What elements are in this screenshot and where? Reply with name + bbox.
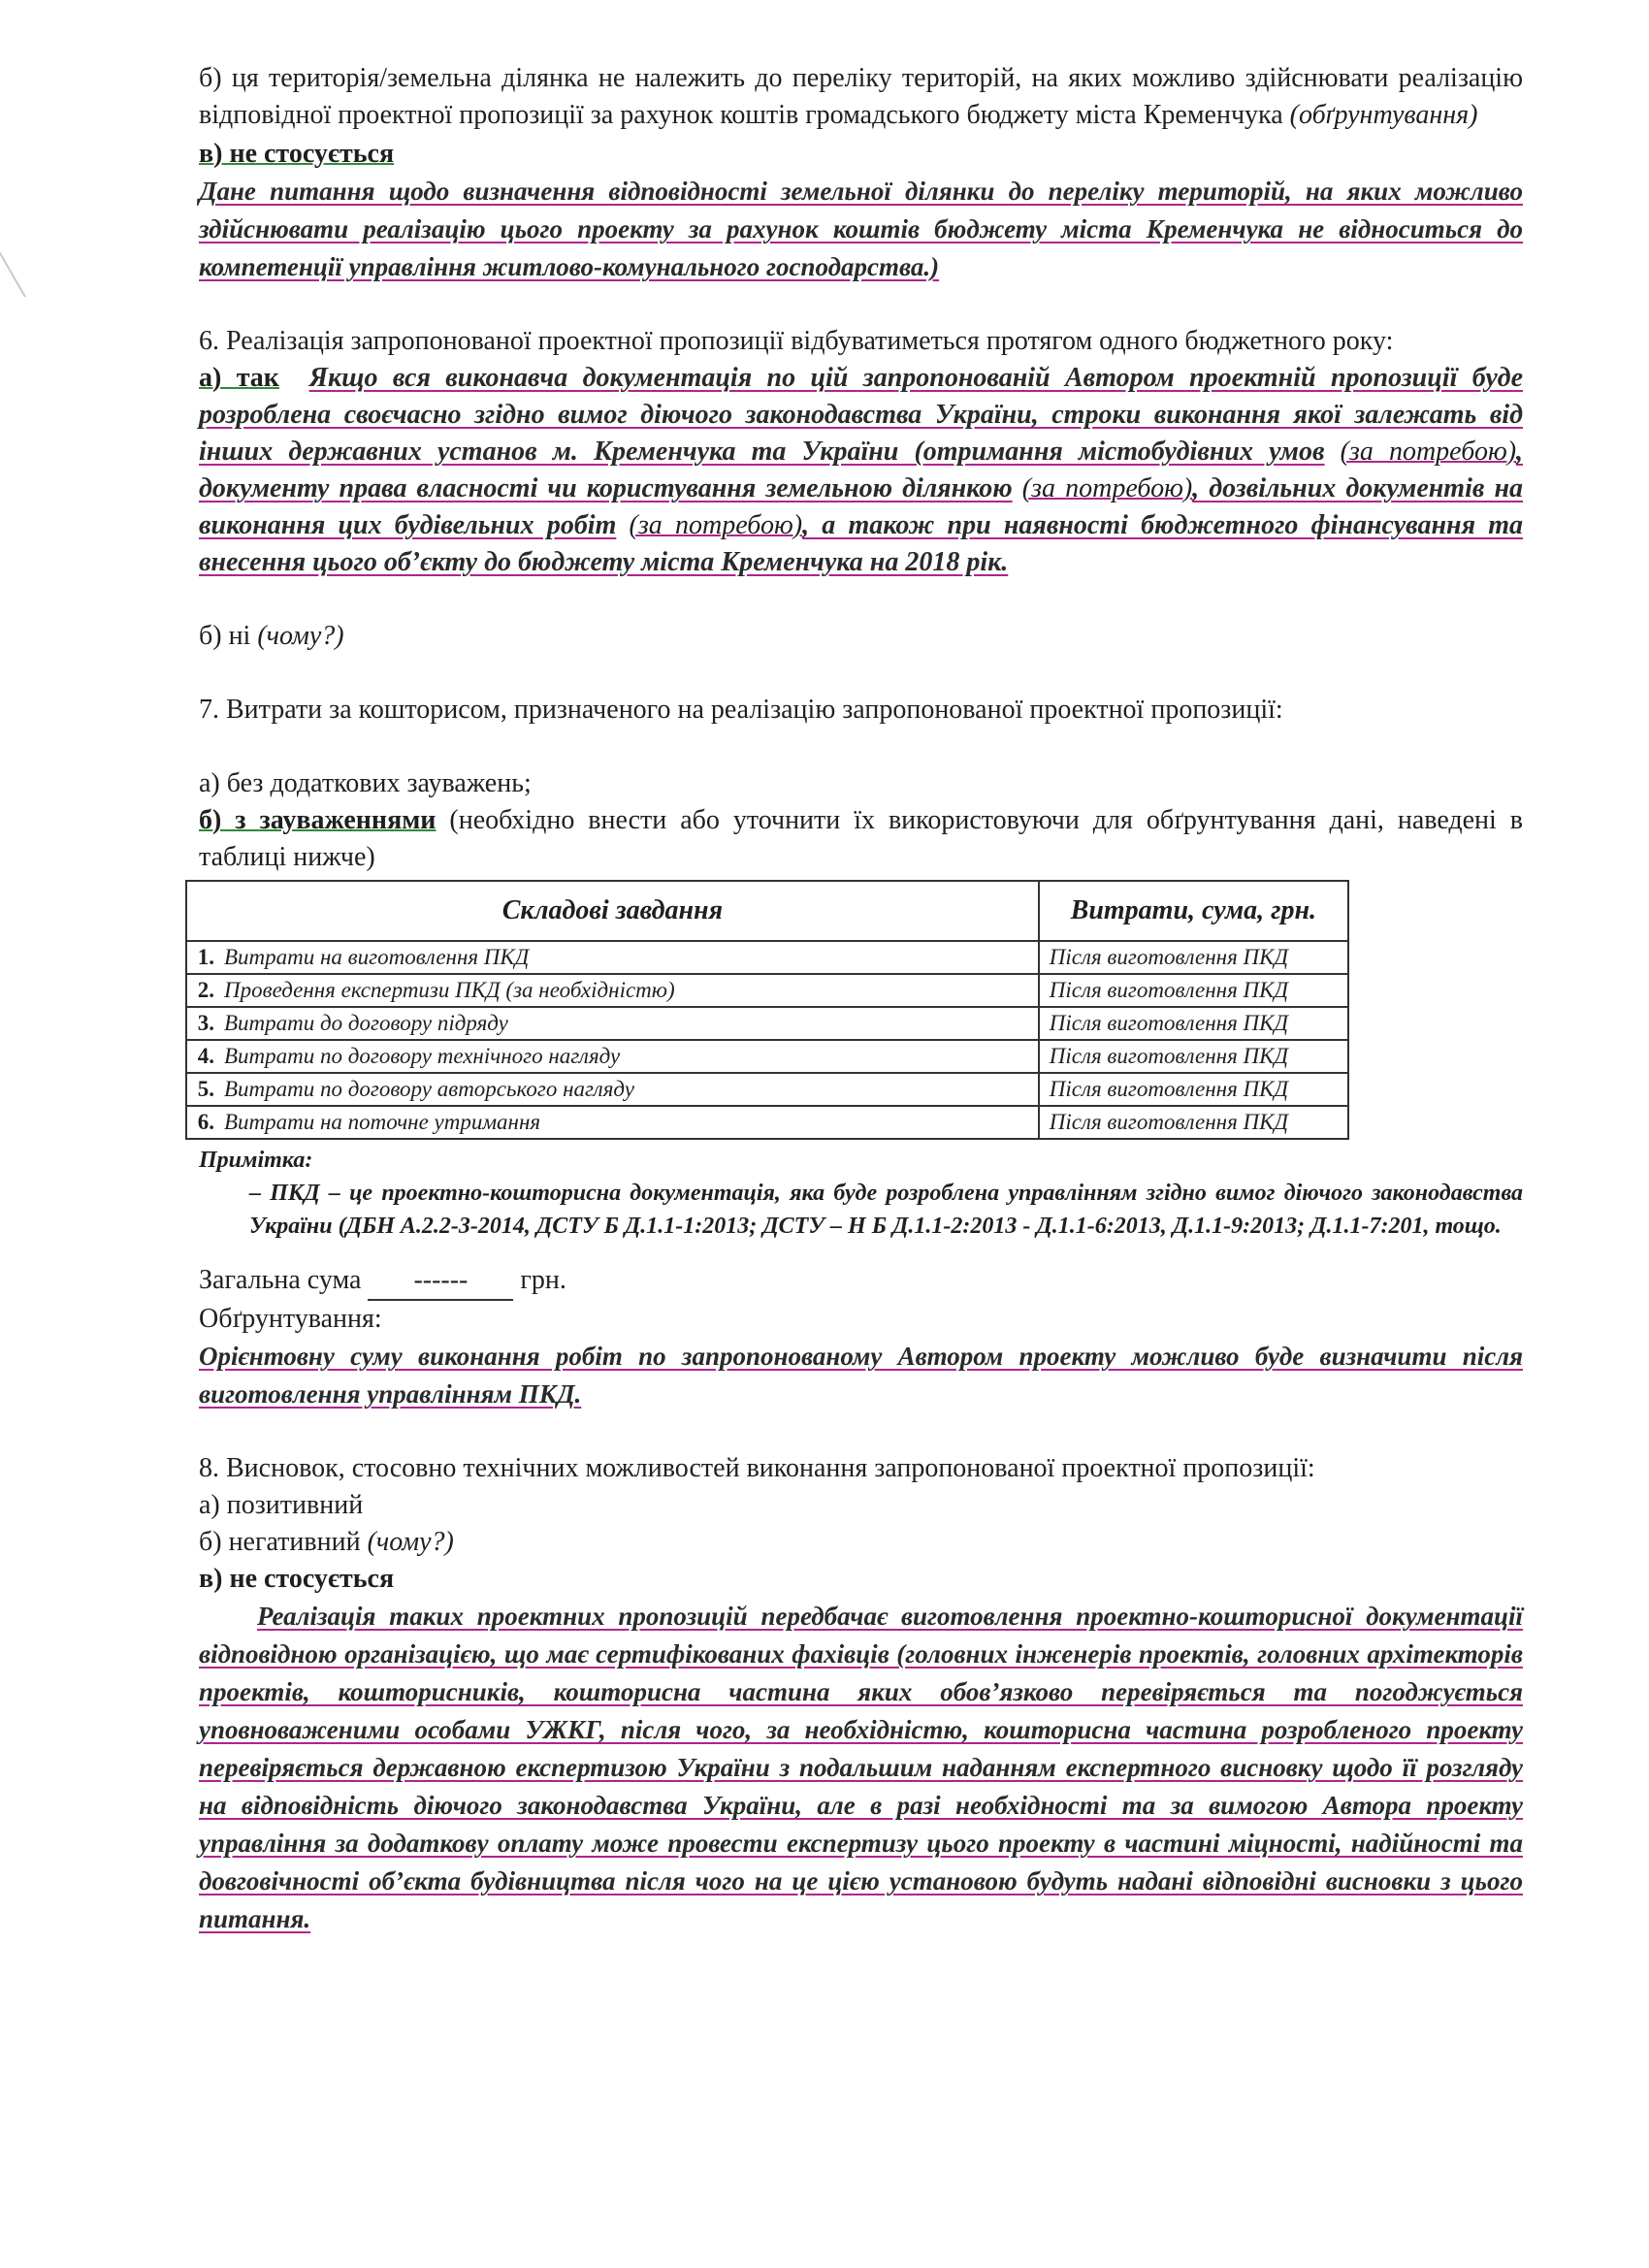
s6-a-hint2: (за потребою) <box>1021 473 1193 503</box>
justify-label: Обґрунтування: <box>199 1304 382 1334</box>
s5v-body: Дане питання щодо визначення відповідності земельної ділянки до переліку територій, на яких можливо здійснювати реалізацію цього проекту за рахунок коштів бюджету міста Кременчука не відноситься до компетенції управління житлово-комунального господарства.) <box>199 177 1523 281</box>
s6-a-body2: , документу права власності чи користування земельною ділянкою <box>199 437 1524 503</box>
s8-b-hint: (чому?) <box>367 1527 454 1557</box>
s6-a-body: Якщо вся виконавча документація по цій запропонованій Автором проектній пропозиції буде розроблена своєчасно згідно вимог діючого законодавства України, строки виконання якої залежать від інших державних установ м. Кременчука та України (отримання містобудівних умов <box>199 363 1523 467</box>
justify-paragraph <box>199 1338 1523 1413</box>
s5v-label: в) не стосується <box>199 139 395 169</box>
s6-a-label: а) так <box>199 363 279 393</box>
costs-head-cost: Витрати, сума, грн. <box>1039 881 1348 941</box>
s7-b-label: б) з зауваженнями <box>199 805 436 835</box>
note-body: – ПКД – це проектно-кошторисна документація, яка буде розроблена управлінням згідно вимог діючого законодавства України (ДБН А.2.2-3-2014, ДСТУ Б Д.1.1-1:2013; ДСТУ – Н Б Д.1.1-2:2013 - Д.1.1-6:2013, Д.1.1-9:2013; Д.1.1-7:201, тощо. <box>249 1181 1523 1239</box>
s6-a-paragraph <box>199 360 1523 581</box>
s8-v-label: в) не стосується <box>199 1564 395 1594</box>
row-task: Проведення експертизи ПКД (за необхідністю) <box>214 974 1039 1007</box>
s5b-paragraph <box>199 60 1523 134</box>
row-number: 5. <box>186 1073 214 1106</box>
table-row <box>186 941 1348 974</box>
costs-head-task: Складові завдання <box>186 881 1039 941</box>
total-unit: грн. <box>520 1265 566 1295</box>
row-cost: Після виготовлення ПКД <box>1039 1007 1348 1040</box>
s5b-text: б) ця територія/земельна ділянка не належить до переліку територій, на яких можливо здійснювати реалізацію відповідної проектної пропозиції за рахунок коштів громадського бюджету міста Кременчука <box>199 63 1523 130</box>
costs-table <box>185 880 1349 1140</box>
row-task: Витрати по договору авторського нагляду <box>214 1073 1039 1106</box>
row-cost: Після виготовлення ПКД <box>1039 1106 1348 1139</box>
justify-body: Орієнтовну суму виконання робіт по запропонованому Автором проекту можливо буде визначити після виготовлення управлінням ПКД. <box>199 1342 1523 1409</box>
total-line <box>199 1262 1523 1301</box>
row-cost: Після виготовлення ПКД <box>1039 1040 1348 1073</box>
s5b-hint: (обґрунтування) <box>1289 100 1478 130</box>
total-value: ------ <box>368 1262 513 1301</box>
s6-a-body3: , дозвільних документів на виконання цих будівельних робіт <box>199 473 1523 540</box>
document-page <box>199 60 1523 1938</box>
note-label: Примітка: <box>199 1148 313 1173</box>
row-number: 3. <box>186 1007 214 1040</box>
s8-b-line <box>199 1524 1523 1561</box>
total-label: Загальна сума <box>199 1265 362 1295</box>
s6-b-hint: (чому?) <box>257 621 344 651</box>
s6-a-hint3: (за потребою) <box>629 510 803 540</box>
s6-title: 6. Реалізація запропонованої проектної пропозиції відбуватиметься протягом одного бюджетного року: <box>199 326 1394 356</box>
table-row <box>186 1040 1348 1073</box>
s6-b-line <box>199 618 1523 655</box>
row-number: 2. <box>186 974 214 1007</box>
row-number: 4. <box>186 1040 214 1073</box>
row-cost: Після виготовлення ПКД <box>1039 941 1348 974</box>
s7-b-paragraph <box>199 802 1523 876</box>
row-cost: Після виготовлення ПКД <box>1039 1073 1348 1106</box>
row-task: Витрати по договору технічного нагляду <box>214 1040 1039 1073</box>
s6-a-body4: , а також при наявності бюджетного фінансування та внесення цього об’єкту до бюджету міста Кременчука на 2018 рік. <box>199 510 1523 577</box>
costs-table-header <box>186 881 1348 941</box>
table-row <box>186 1073 1348 1106</box>
s8-b-label: б) негативний <box>199 1527 361 1557</box>
s5v-body-paragraph <box>199 173 1523 286</box>
s8-a: а) позитивний <box>199 1490 364 1520</box>
table-row <box>186 1106 1348 1139</box>
s7-b-body: (необхідно внести або уточнити їх використовуючи для обґрунтування дані, наведені в таблиці нижче) <box>199 805 1524 872</box>
row-task: Витрати на поточне утримання <box>214 1106 1039 1139</box>
scan-mark <box>0 246 26 298</box>
row-number: 1. <box>186 941 214 974</box>
table-row <box>186 1007 1348 1040</box>
s8-v-paragraph <box>199 1598 1523 1938</box>
row-cost: Після виготовлення ПКД <box>1039 974 1348 1007</box>
row-task: Витрати до договору підряду <box>214 1007 1039 1040</box>
s6-b-label: б) ні <box>199 621 251 651</box>
s7-title: 7. Витрати за кошторисом, призначеного на реалізацію запропонованої проектної пропозиції: <box>199 695 1283 725</box>
s7-a: а) без додаткових зауважень; <box>199 768 532 798</box>
s5v-label-line <box>199 136 1523 173</box>
table-row <box>186 974 1348 1007</box>
s6-a-hint1: (за потребою) <box>1340 437 1517 467</box>
s8-v-body: Реалізація таких проектних пропозицій передбачає виготовлення проектно-кошторисної документації відповідною організацією, що має сертифікованих фахівців (головних інженерів проектів, головних архітекторів проектів, кошторисників, кошторисна частина яких обов’язково перевіряється та погоджується уповноваженими особами УЖКГ, після чого, за необхідністю, кошторисна частина розробленого проекту перевіряється державною експертизою України з подальшим наданням експертного висновку щодо її розгляду на відповідність діючого законодавства України, але в разі необхідності та за вимогою Автора проекту управління за додаткову оплату може провести експертизу цього проекту в частині міцності, надійності та довговічності об’єкта будівництва після чого на це цією установою будуть надані відповідні висновки з цього питання. <box>199 1602 1523 1933</box>
row-task: Витрати на виготовлення ПКД <box>214 941 1039 974</box>
row-number: 6. <box>186 1106 214 1139</box>
s8-title: 8. Висновок, стосовно технічних можливостей виконання запропонованої проектної пропозиції: <box>199 1453 1315 1483</box>
